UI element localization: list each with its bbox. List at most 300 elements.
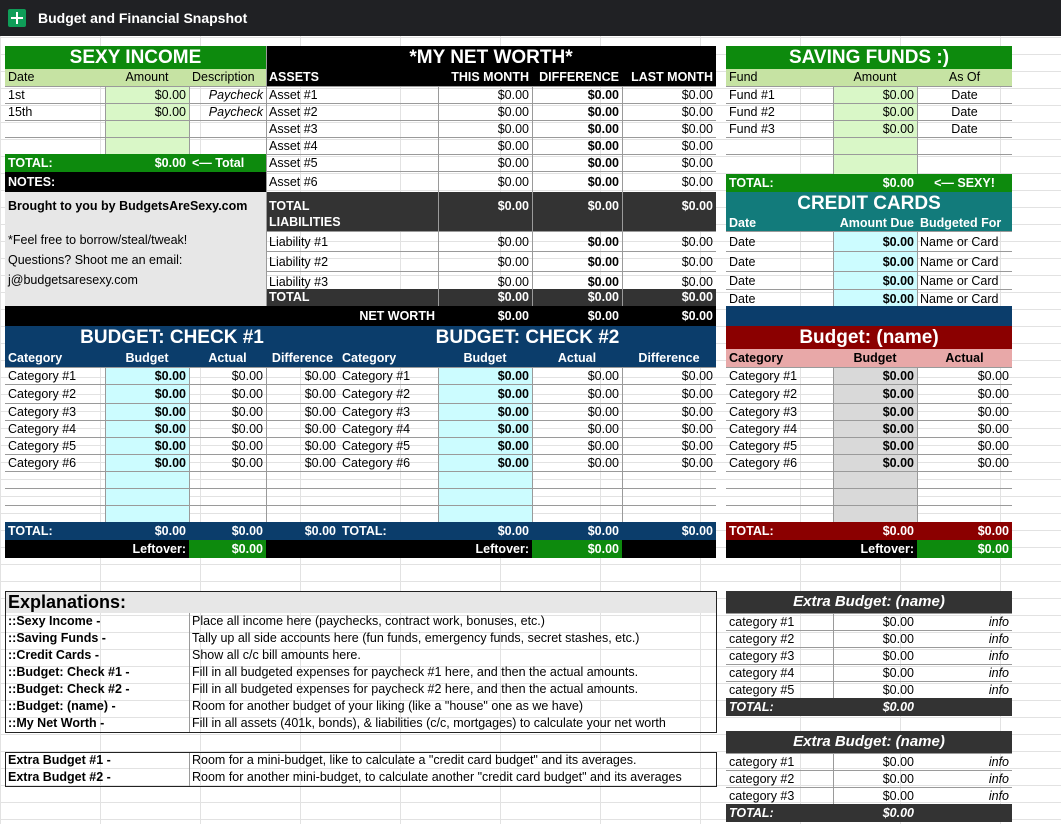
fund-asof[interactable] (917, 154, 1012, 174)
liability-this-month[interactable]: $0.00 (438, 231, 532, 251)
gridline (833, 231, 834, 306)
credit-budgeted[interactable]: Name or Card (917, 231, 1012, 251)
fund-asof[interactable]: Date (917, 103, 1012, 120)
asset-this-month[interactable]: $0.00 (438, 137, 532, 154)
document-title[interactable]: Budget and Financial Snapshot (38, 10, 248, 26)
budget2-category[interactable] (339, 488, 438, 505)
budget3-category[interactable]: Category #6 (726, 454, 833, 471)
budget3-actual[interactable]: $0.00 (917, 403, 1012, 420)
fund-amount[interactable]: $0.00 (833, 103, 917, 120)
budget1-actual[interactable]: $0.00 (189, 403, 266, 420)
budget2-category[interactable] (339, 505, 438, 522)
fund-amount[interactable] (833, 137, 917, 154)
gridline (833, 753, 834, 804)
saving-col-fund[interactable]: Fund (726, 69, 833, 86)
budget1-budget[interactable]: $0.00 (105, 384, 189, 403)
budget2-difference[interactable] (622, 505, 716, 522)
budget1-actual[interactable] (189, 505, 266, 522)
budget3-budget[interactable]: $0.00 (833, 384, 917, 403)
saving-total-value: $0.00 (833, 174, 917, 192)
liabilities-label: LIABILITIES (266, 214, 716, 231)
budget1-category[interactable]: Category #1 (5, 367, 105, 384)
fund-asof[interactable]: Date (917, 120, 1012, 137)
extra-category[interactable]: category #3 (726, 787, 833, 804)
credit-date[interactable]: Date (726, 271, 833, 289)
budget1-category[interactable]: Category #3 (5, 403, 105, 420)
credit-budgeted[interactable]: Name or Card (917, 251, 1012, 271)
budget1-difference[interactable] (266, 471, 339, 488)
extra-explanation-term: Extra Budget #1 - (8, 753, 111, 767)
credit-amount[interactable]: $0.00 (833, 251, 917, 271)
income-date-cell[interactable]: 1st (5, 86, 105, 103)
gridline (189, 86, 190, 154)
gridline (189, 367, 190, 522)
income-col-description[interactable]: Description (189, 69, 266, 86)
budget3-col-budget: Budget (833, 349, 917, 367)
gridline (266, 367, 267, 522)
budget2-budget[interactable]: $0.00 (438, 384, 532, 403)
asset-last-month[interactable]: $0.00 (622, 103, 716, 120)
budget1-budget[interactable]: $0.00 (105, 403, 189, 420)
budget3-budget[interactable]: $0.00 (833, 403, 917, 420)
extra-total-value: $0.00 (833, 698, 917, 716)
networth-last: $0.00 (622, 306, 716, 326)
budget2-budget[interactable]: $0.00 (438, 454, 532, 471)
budget2-budget[interactable] (438, 471, 532, 488)
budget3-category[interactable] (726, 488, 833, 505)
budget1-difference[interactable]: $0.00 (266, 403, 339, 420)
fund-asof[interactable] (917, 137, 1012, 154)
credit-col-amount: Amount Due (833, 215, 917, 231)
budget2-category[interactable]: Category #4 (339, 420, 438, 437)
income-description-cell[interactable] (189, 137, 266, 154)
income-total-value: $0.00 (105, 154, 189, 172)
assets-total-diff: $0.00 (532, 192, 622, 220)
income-date-cell[interactable]: 15th (5, 103, 105, 120)
budget2-category[interactable]: Category #6 (339, 454, 438, 471)
liability-name[interactable]: Liability #1 (266, 231, 438, 251)
extra-amount[interactable]: $0.00 (833, 770, 917, 787)
section-border (5, 591, 717, 733)
budget3-budget[interactable]: $0.00 (833, 454, 917, 471)
budget1-actual[interactable] (189, 471, 266, 488)
liability-difference[interactable]: $0.00 (532, 271, 622, 291)
asset-this-month[interactable]: $0.00 (438, 86, 532, 103)
explanations-header: Explanations: (5, 591, 716, 613)
fund-name[interactable]: Fund #2 (726, 103, 833, 120)
asset-name[interactable]: Asset #5 (266, 154, 438, 171)
gridline (438, 367, 439, 522)
budget1-col-budget: Budget (105, 349, 189, 367)
budget2-total-label: TOTAL: (339, 522, 438, 540)
explanation-text: Fill in all assets (401k, bonds), & liabilities (c/c, mortgages) to calculate your net worth (192, 716, 666, 730)
extra-explanation-text: Room for another mini-budget, to calculate another "credit card budget" and its averages (192, 770, 682, 784)
extra-category[interactable]: category #1 (726, 613, 833, 630)
budget1-col-actual: Actual (189, 349, 266, 367)
notes-spacer (5, 220, 266, 230)
col-difference: DIFFERENCE (532, 69, 622, 86)
budget1-category[interactable]: Category #2 (5, 384, 105, 403)
budget1-category[interactable]: Category #4 (5, 420, 105, 437)
budget2-actual[interactable] (532, 471, 622, 488)
credit-amount[interactable]: $0.00 (833, 289, 917, 307)
explanation-term: ::Saving Funds - (8, 631, 106, 645)
section-border (5, 752, 717, 787)
gridline (622, 367, 623, 522)
income-amount-cell[interactable]: $0.00 (105, 86, 189, 103)
budget1-difference[interactable] (266, 488, 339, 505)
budget2-actual[interactable]: $0.00 (532, 420, 622, 437)
fund-amount[interactable]: $0.00 (833, 120, 917, 137)
income-amount-cell[interactable] (105, 137, 189, 154)
extra-info[interactable]: info (917, 770, 1012, 787)
explanation-text: Tally up all side accounts here (fun funds, emergency funds, secret stashes, etc.) (192, 631, 640, 645)
budget2-actual[interactable]: $0.00 (532, 437, 622, 454)
liability-last-month[interactable]: $0.00 (622, 231, 716, 251)
extra-amount[interactable]: $0.00 (833, 681, 917, 698)
budget1-actual[interactable]: $0.00 (189, 454, 266, 471)
budget3-header: Budget: (name) (726, 326, 1012, 349)
budget3-actual[interactable]: $0.00 (917, 454, 1012, 471)
budget1-difference[interactable]: $0.00 (266, 454, 339, 471)
credit-col-budgeted: Budgeted For (917, 215, 1012, 231)
budget2-difference[interactable] (622, 471, 716, 488)
fund-name[interactable]: Fund #1 (726, 86, 833, 103)
budget3-actual[interactable] (917, 505, 1012, 522)
extra-total-value: $0.00 (833, 804, 917, 822)
income-description-cell[interactable]: Paycheck (189, 86, 266, 103)
credit-amount[interactable]: $0.00 (833, 271, 917, 289)
budget3-category[interactable]: Category #4 (726, 420, 833, 437)
income-col-amount[interactable]: Amount (105, 69, 189, 86)
asset-last-month[interactable]: $0.00 (622, 171, 716, 192)
budget2-budget[interactable] (438, 488, 532, 505)
income-description-cell[interactable]: Paycheck (189, 103, 266, 120)
credit-footer (726, 306, 1012, 326)
credit-col-date: Date (726, 215, 833, 231)
liability-name[interactable]: Liability #2 (266, 251, 438, 271)
budget2-budget[interactable] (438, 505, 532, 522)
asset-difference[interactable]: $0.00 (532, 120, 622, 137)
extra-category[interactable]: category #3 (726, 647, 833, 664)
budget2-actual[interactable] (532, 505, 622, 522)
asset-difference[interactable]: $0.00 (532, 86, 622, 103)
budget2-leftover-fill (622, 540, 716, 558)
budget3-actual[interactable]: $0.00 (917, 437, 1012, 454)
budget1-total-budget: $0.00 (105, 522, 189, 540)
budget2-difference[interactable]: $0.00 (622, 454, 716, 471)
extra-explanation-text: Room for a mini-budget, like to calculate a "credit card budget" and its averages. (192, 753, 637, 767)
credit-date[interactable]: Date (726, 289, 833, 307)
budget2-difference[interactable] (622, 488, 716, 505)
budget2-difference[interactable]: $0.00 (622, 384, 716, 403)
budget1-category[interactable]: Category #5 (5, 437, 105, 454)
budget3-budget[interactable]: $0.00 (833, 420, 917, 437)
budget1-budget[interactable]: $0.00 (105, 367, 189, 384)
budget1-actual[interactable]: $0.00 (189, 384, 266, 403)
fund-name[interactable] (726, 154, 833, 174)
liab-total-last: $0.00 (622, 289, 716, 306)
budget2-leftover-value: $0.00 (532, 540, 622, 558)
explanation-term: ::My Net Worth - (8, 716, 105, 730)
extra-category[interactable]: category #4 (726, 664, 833, 681)
assets-total-label: TOTAL (266, 192, 438, 220)
budget1-category[interactable]: Category #6 (5, 454, 105, 471)
budget1-header: BUDGET: CHECK #1 (5, 326, 339, 349)
income-amount-cell[interactable] (105, 120, 189, 137)
extra-amount[interactable]: $0.00 (833, 664, 917, 681)
gridline (105, 367, 106, 522)
asset-this-month[interactable]: $0.00 (438, 120, 532, 137)
budget3-actual[interactable]: $0.00 (917, 367, 1012, 384)
saving-total-note: <— SEXY! (917, 174, 1012, 192)
extra-total-fill (917, 804, 1012, 822)
credit-amount[interactable]: $0.00 (833, 231, 917, 251)
extra-amount[interactable]: $0.00 (833, 753, 917, 770)
budget2-budget[interactable]: $0.00 (438, 420, 532, 437)
budget3-category[interactable]: Category #3 (726, 403, 833, 420)
assets-total-last: $0.00 (622, 192, 716, 220)
fund-amount[interactable]: $0.00 (833, 86, 917, 103)
notes-spacer (5, 290, 266, 306)
spreadsheet-grid[interactable] (0, 36, 1061, 824)
income-date-cell[interactable] (5, 137, 105, 154)
gridline (833, 613, 834, 698)
gridline (532, 367, 533, 522)
extra-amount[interactable]: $0.00 (833, 630, 917, 647)
extra-info[interactable]: info (917, 630, 1012, 647)
credit-date[interactable]: Date (726, 251, 833, 271)
fund-name[interactable]: Fund #3 (726, 120, 833, 137)
asset-name[interactable]: Asset #6 (266, 171, 438, 192)
extra-info[interactable]: info (917, 613, 1012, 630)
assets-label: ASSETS (266, 69, 438, 86)
budget3-actual[interactable]: $0.00 (917, 420, 1012, 437)
asset-difference[interactable]: $0.00 (532, 171, 622, 192)
extra-category[interactable]: category #2 (726, 630, 833, 647)
budget3-col-actual: Actual (917, 349, 1012, 367)
asset-difference[interactable]: $0.00 (532, 154, 622, 171)
explanation-term: ::Budget: Check #2 - (8, 682, 130, 696)
budget1-difference[interactable]: $0.00 (266, 437, 339, 454)
extra-info[interactable]: info (917, 787, 1012, 804)
extra-info[interactable]: info (917, 664, 1012, 681)
liability-this-month[interactable]: $0.00 (438, 271, 532, 291)
liab-total-label: TOTAL (266, 289, 438, 306)
budget2-col-budget: Budget (438, 349, 532, 367)
income-description-cell[interactable] (189, 120, 266, 137)
extra-category[interactable]: category #5 (726, 681, 833, 698)
budget3-actual[interactable]: $0.00 (917, 384, 1012, 403)
budget3-budget[interactable]: $0.00 (833, 367, 917, 384)
explanation-text: Fill in all budgeted expenses for paycheck #2 here, and then the actual amounts. (192, 682, 639, 696)
budget2-category[interactable]: Category #1 (339, 367, 438, 384)
note-borrow: *Feel free to borrow/steal/tweak! (5, 230, 266, 250)
budget1-category[interactable] (5, 488, 105, 505)
budget1-category[interactable] (5, 471, 105, 488)
note-questions: Questions? Shoot me an email: (5, 250, 266, 270)
networth-label: NET WORTH (266, 306, 438, 326)
liab-total-diff: $0.00 (532, 289, 622, 306)
budget2-category[interactable]: Category #2 (339, 384, 438, 403)
income-date-cell[interactable] (5, 120, 105, 137)
brought-by: Brought to you by BudgetsAreSexy.com (5, 192, 266, 220)
saving-col-amount[interactable]: Amount (833, 69, 917, 86)
budget1-budget[interactable] (105, 505, 189, 522)
extra-explanation-term: Extra Budget #2 - (8, 770, 111, 784)
income-header[interactable]: SEXY INCOME (5, 46, 266, 69)
budget2-actual[interactable] (532, 488, 622, 505)
extra-total-fill (917, 698, 1012, 716)
liability-difference[interactable]: $0.00 (532, 251, 622, 271)
liability-difference[interactable]: $0.00 (532, 231, 622, 251)
budget3-category[interactable] (726, 505, 833, 522)
budget2-budget[interactable]: $0.00 (438, 367, 532, 384)
budget2-budget[interactable]: $0.00 (438, 437, 532, 454)
budget3-budget[interactable] (833, 505, 917, 522)
notes-label: NOTES: (5, 172, 266, 192)
fund-asof[interactable]: Date (917, 86, 1012, 103)
budget1-budget[interactable]: $0.00 (105, 437, 189, 454)
budget2-header: BUDGET: CHECK #2 (339, 326, 716, 349)
extra-amount[interactable]: $0.00 (833, 787, 917, 804)
budget3-budget[interactable] (833, 471, 917, 488)
extra-total-label: TOTAL: (726, 804, 833, 822)
budget1-budget[interactable] (105, 471, 189, 488)
asset-name[interactable]: Asset #1 (266, 86, 438, 103)
extra-header: Extra Budget: (name) (726, 591, 1012, 613)
budget2-difference[interactable]: $0.00 (622, 437, 716, 454)
budget3-category[interactable] (726, 471, 833, 488)
budget1-budget[interactable] (105, 488, 189, 505)
budget2-leftover-label: Leftover: (339, 540, 532, 558)
budget2-total-diff: $0.00 (622, 522, 716, 540)
budget2-col-difference: Difference (622, 349, 716, 367)
sheets-logo-icon[interactable] (8, 9, 26, 27)
note-email[interactable]: j@budgetsaresexy.com (5, 270, 266, 290)
gridline (266, 46, 267, 306)
saving-header: SAVING FUNDS :) (726, 46, 1012, 69)
asset-this-month[interactable]: $0.00 (438, 103, 532, 120)
asset-name[interactable]: Asset #4 (266, 137, 438, 154)
budget1-actual[interactable]: $0.00 (189, 437, 266, 454)
budget1-actual[interactable]: $0.00 (189, 367, 266, 384)
liability-last-month[interactable]: $0.00 (622, 271, 716, 291)
budget3-budget[interactable]: $0.00 (833, 437, 917, 454)
budget2-budget[interactable]: $0.00 (438, 403, 532, 420)
budget1-difference[interactable]: $0.00 (266, 367, 339, 384)
extra-category[interactable]: category #2 (726, 770, 833, 787)
asset-this-month[interactable]: $0.00 (438, 171, 532, 192)
credit-header: CREDIT CARDS (726, 192, 1012, 215)
budget2-total-budget: $0.00 (438, 522, 532, 540)
income-amount-cell[interactable]: $0.00 (105, 103, 189, 120)
budget2-actual[interactable]: $0.00 (532, 403, 622, 420)
liability-last-month[interactable]: $0.00 (622, 251, 716, 271)
budget2-actual[interactable]: $0.00 (532, 454, 622, 471)
budget3-category[interactable]: Category #2 (726, 384, 833, 403)
extra-info[interactable]: info (917, 647, 1012, 664)
extra-info[interactable]: info (917, 681, 1012, 698)
budget3-actual[interactable] (917, 488, 1012, 505)
budget3-total-actual: $0.00 (917, 522, 1012, 540)
asset-last-month[interactable]: $0.00 (622, 120, 716, 137)
budget1-difference[interactable]: $0.00 (266, 384, 339, 403)
budget1-difference[interactable]: $0.00 (266, 420, 339, 437)
asset-this-month[interactable]: $0.00 (438, 154, 532, 171)
liab-total-this: $0.00 (438, 289, 532, 306)
budget1-total-label: TOTAL: (5, 522, 105, 540)
budget3-actual[interactable] (917, 471, 1012, 488)
budget1-leftover-label: Leftover: (5, 540, 189, 558)
gridline (622, 86, 623, 306)
saving-total-label: TOTAL: (726, 174, 833, 192)
gridline (532, 86, 533, 306)
fund-name[interactable] (726, 137, 833, 154)
asset-difference[interactable]: $0.00 (532, 137, 622, 154)
asset-difference[interactable]: $0.00 (532, 103, 622, 120)
extra-info[interactable]: info (917, 753, 1012, 770)
budget1-budget[interactable]: $0.00 (105, 454, 189, 471)
budget2-col-actual: Actual (532, 349, 622, 367)
credit-date[interactable]: Date (726, 231, 833, 251)
budget2-difference[interactable]: $0.00 (622, 403, 716, 420)
explanation-text: Room for another budget of your liking (like a "house" one as we have) (192, 699, 584, 713)
saving-col-asof[interactable]: As Of (917, 69, 1012, 86)
asset-name[interactable]: Asset #3 (266, 120, 438, 137)
asset-last-month[interactable]: $0.00 (622, 137, 716, 154)
income-total-note: <— Total (189, 154, 266, 172)
explanation-text: Show all c/c bill amounts here. (192, 648, 361, 662)
fund-amount[interactable] (833, 154, 917, 174)
budget2-difference[interactable]: $0.00 (622, 420, 716, 437)
asset-last-month[interactable]: $0.00 (622, 154, 716, 171)
credit-budgeted[interactable]: Name or Card (917, 289, 1012, 307)
budget2-difference[interactable]: $0.00 (622, 367, 716, 384)
budget1-leftover-value: $0.00 (189, 540, 266, 558)
budget2-category[interactable]: Category #5 (339, 437, 438, 454)
extra-amount[interactable]: $0.00 (833, 613, 917, 630)
credit-budgeted[interactable]: Name or Card (917, 271, 1012, 289)
liability-this-month[interactable]: $0.00 (438, 251, 532, 271)
asset-name[interactable]: Asset #2 (266, 103, 438, 120)
budget3-category[interactable]: Category #1 (726, 367, 833, 384)
budget1-budget[interactable]: $0.00 (105, 420, 189, 437)
extra-category[interactable]: category #1 (726, 753, 833, 770)
budget3-budget[interactable] (833, 488, 917, 505)
gridline (917, 231, 918, 306)
budget2-category[interactable]: Category #3 (339, 403, 438, 420)
explanation-term: ::Credit Cards - (8, 648, 99, 662)
budget2-category[interactable] (339, 471, 438, 488)
budget2-actual[interactable]: $0.00 (532, 384, 622, 403)
budget1-actual[interactable] (189, 488, 266, 505)
networth-this: $0.00 (438, 306, 532, 326)
income-col-date[interactable]: Date (5, 69, 105, 86)
budget1-actual[interactable]: $0.00 (189, 420, 266, 437)
gridline (833, 86, 834, 174)
budget2-total-actual: $0.00 (532, 522, 622, 540)
extra-amount[interactable]: $0.00 (833, 647, 917, 664)
budget1-category[interactable] (5, 505, 105, 522)
liability-name[interactable]: Liability #3 (266, 271, 438, 291)
col-this-month: THIS MONTH (438, 69, 532, 86)
budget2-actual[interactable]: $0.00 (532, 367, 622, 384)
asset-last-month[interactable]: $0.00 (622, 86, 716, 103)
budget1-difference[interactable] (266, 505, 339, 522)
budget1-total-actual: $0.00 (189, 522, 266, 540)
budget3-category[interactable]: Category #5 (726, 437, 833, 454)
